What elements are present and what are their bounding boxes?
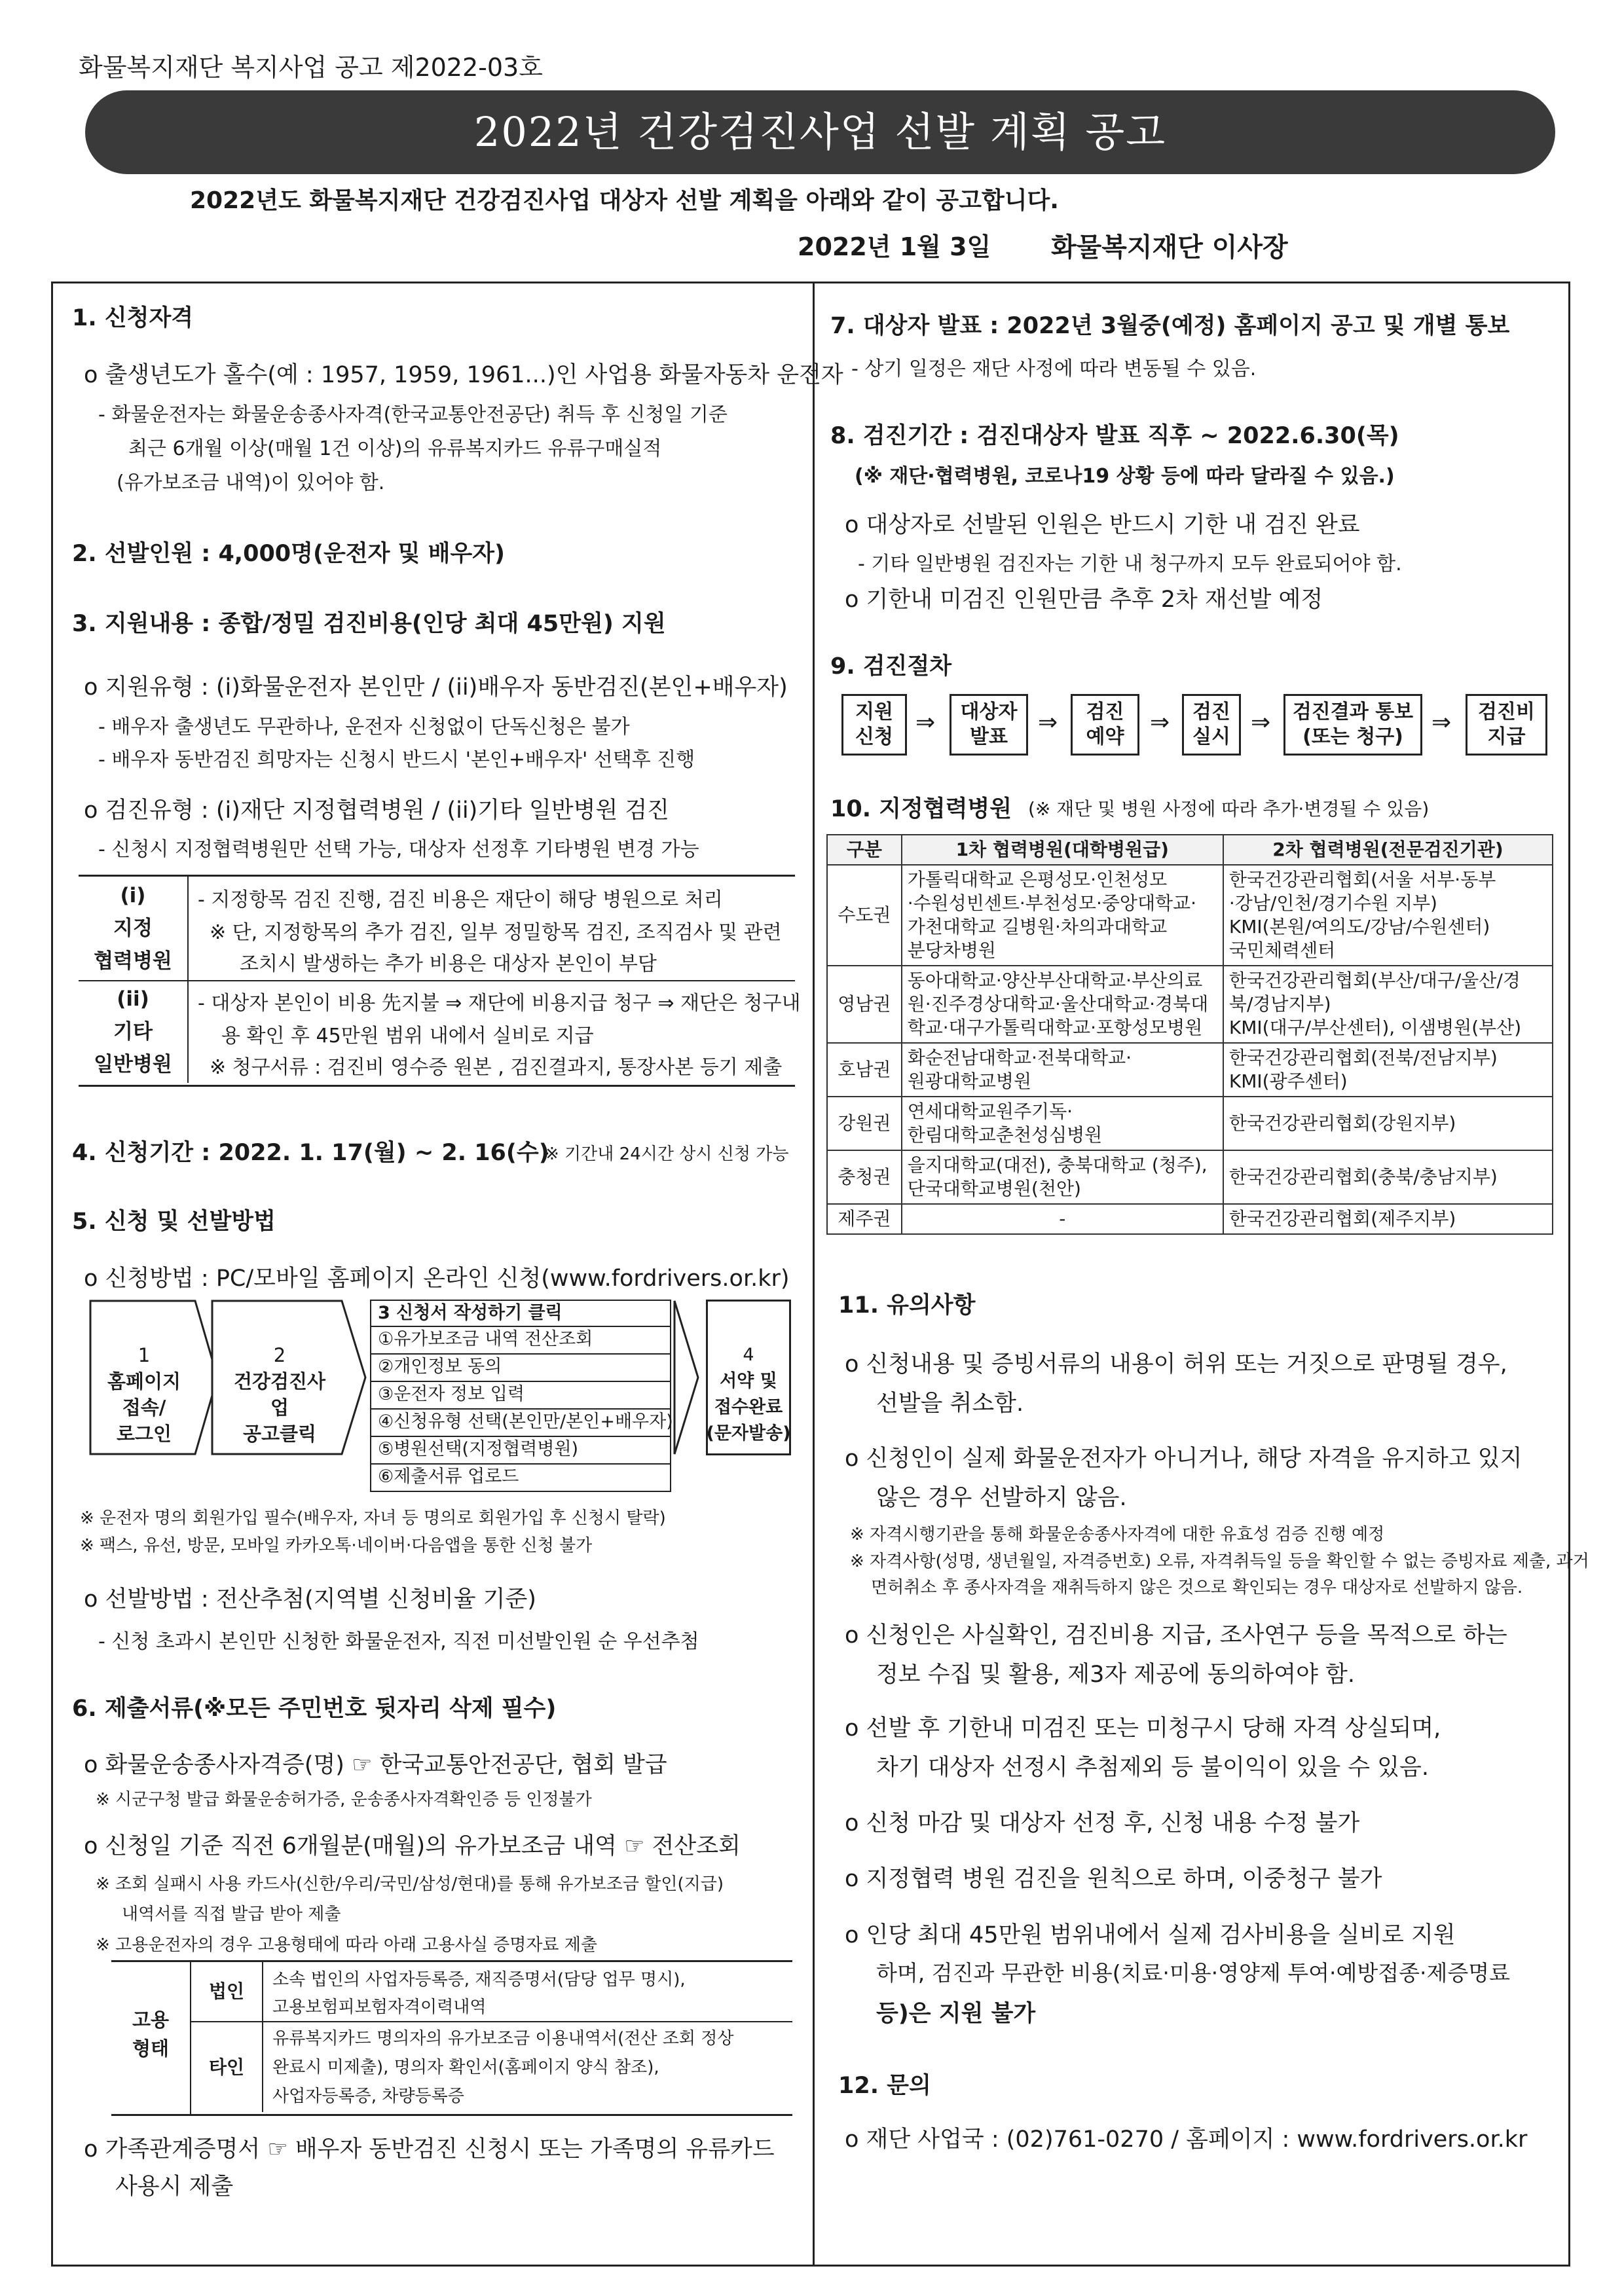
- cell-line: 연세대학교원주기독·: [907, 1101, 1073, 1122]
- cell-line: 동아대학교·양산부산대학교·부산의료: [907, 970, 1203, 991]
- process-arrow: ⇒: [1431, 709, 1452, 736]
- step-label: 검진: [1192, 701, 1230, 723]
- step-label: 공고클릭: [242, 1423, 317, 1445]
- s6-doc: o 신청일 기준 직전 6개월분(매월)의 유가보조금 내역 ☞ 전산조회: [84, 1833, 741, 1859]
- cell-line: 국민체력센터: [1228, 939, 1336, 961]
- table-row: [79, 877, 795, 981]
- s8-note: (※ 재단·협력병원, 코로나19 상황 등에 따라 달라질 수 있음.): [855, 465, 1395, 488]
- step-3-item: ③운전자 정보 입력: [370, 1382, 671, 1410]
- process-step-result: [1283, 694, 1422, 756]
- notice-item: o 지정협력 병원 검진을 원칙으로 하며, 이중청구 불가: [845, 1866, 1382, 1892]
- table-row: [827, 1097, 1553, 1150]
- process-arrow: ⇒: [1251, 709, 1271, 736]
- cell-line: 북/경남지부): [1228, 993, 1331, 1015]
- cell-line: 한국건강관리협회(전북/전남지부): [1228, 1047, 1498, 1068]
- s8-line: - 기타 일반병원 검진자는 기한 내 청구까지 모두 완료되어야 함.: [858, 553, 1402, 575]
- step-3-item: ④신청유형 선택(본인만/본인+배우자): [370, 1410, 671, 1437]
- section-5-heading: 5. 신청 및 선발방법: [72, 1209, 276, 1235]
- intro-text: 2022년도 화물복지재단 건강검진사업 대상자 선발 계획을 아래와 같이 공고합니다.: [190, 187, 1059, 214]
- first-tier-cell: [902, 1097, 1223, 1150]
- s1-line: - 화물운전자는 화물운송종사자격(한국교통안전공단) 취득 후 신청일 기준: [98, 403, 728, 426]
- notice-item: 선발을 취소함.: [876, 1391, 1024, 1417]
- step-label: 접수완료: [714, 1397, 783, 1417]
- step-label: 대상자: [960, 701, 1018, 723]
- s7-note: - 상기 일정은 재단 사정에 따라 변동될 수 있음.: [851, 357, 1257, 380]
- notice-number: 화물복지재단 복지사업 공고 제2022-03호: [79, 53, 543, 82]
- process-arrow: ⇒: [1150, 709, 1170, 736]
- column-header: 2차 협력병원(전문검진기관): [1223, 835, 1553, 865]
- step-3-title: 3 신청서 작성하기 클릭: [370, 1300, 671, 1327]
- column-divider: [813, 282, 815, 2267]
- s1-line: 최근 6개월 이상(매월 1건 이상)의 유류복지카드 유류구매실적: [128, 437, 662, 460]
- section-3-heading: 3. 지원내용 : 종합/정밀 검진비용(인당 최대 45만원) 지원: [72, 611, 666, 637]
- step-label: 검진: [1086, 701, 1124, 723]
- column-header: 1차 협력병원(대학병원급): [902, 835, 1223, 865]
- employment-detail: 고용보험피보험자격이력내역: [272, 1997, 487, 2017]
- process-step-exam: [1182, 694, 1241, 756]
- column-header: 구분: [827, 835, 902, 865]
- region-cell: 영남권: [827, 966, 902, 1043]
- s1-line: (유가보조금 내역)이 있어야 함.: [117, 471, 385, 494]
- step-label: 실시: [1192, 725, 1230, 748]
- page-title: 2022년 건강검진사업 선발 계획 공고: [473, 108, 1167, 156]
- employment-type: 타인: [191, 2022, 263, 2112]
- second-tier-cell: 한국건강관리협회(강원지부): [1223, 1097, 1553, 1150]
- cell-line: KMI(본원/여의도/강남/수원센터): [1228, 916, 1490, 938]
- flow-arrow-3-shape: [673, 1300, 699, 1455]
- s6-doc: 사용시 제출: [115, 2174, 234, 2200]
- notice-note: 면허취소 후 종사자격을 재취득하지 않은 것으로 확인되는 경우 대상자로 선발하지 않음.: [871, 1578, 1523, 1597]
- table-row: [827, 865, 1553, 966]
- step-label: 지급: [1487, 725, 1526, 748]
- notice-item: 않은 경우 선발하지 않음.: [876, 1485, 1127, 1511]
- table-row: [827, 1150, 1553, 1204]
- notice-item: o 신청인이 실제 화물운전자가 아니거나, 해당 자격을 유지하고 있지: [845, 1446, 1522, 1472]
- second-tier-cell: [1223, 1043, 1553, 1097]
- cell-line: 학교·대구가톨릭대학교·포항성모병원: [907, 1017, 1203, 1038]
- s5-note: ※ 팩스, 유선, 방문, 모바일 카카오톡·네이버·다음앱을 통한 신청 불가: [80, 1536, 593, 1556]
- step-label: 건강검진사: [233, 1370, 326, 1393]
- step-label: 신청: [855, 725, 893, 748]
- cell-line: ·강남/인천/경기수원 지부): [1228, 892, 1437, 914]
- table-row: [191, 2022, 792, 2114]
- employment-detail: 소속 법인의 사업자등록증, 재직증명서(담당 업무 명시),: [272, 1970, 686, 1990]
- notice-item: 정보 수집 및 활용, 제3자 제공에 동의하여야 함.: [876, 1662, 1355, 1688]
- cell-line: 원·진주경상대학교·울산대학교·경북대: [907, 993, 1209, 1015]
- announcement-date: 2022년 1월 3일: [798, 232, 991, 261]
- cell-line: KMI(대구/부산센터), 이샘병원(부산): [1228, 1017, 1522, 1038]
- s6-note: ※ 시군구청 발급 화물운송허가증, 운송종사자격확인증 등 인정불가: [96, 1790, 592, 1810]
- employment-detail: 사업자등록증, 차량등록증: [272, 2086, 464, 2106]
- s1-line: o 출생년도가 홀수(예 : 1957, 1959, 1961...)인 사업용 화물자동차 운전자: [84, 362, 843, 388]
- employment-table: [111, 1960, 792, 2116]
- second-tier-cell: [1223, 865, 1553, 966]
- step-number: 2: [273, 1344, 286, 1366]
- cell-line: 원광대학교병원: [907, 1070, 1032, 1092]
- cell-line: 을지대학교(대전), 충북대학교 (청주),: [907, 1154, 1208, 1176]
- employment-type: 법인: [191, 1962, 263, 2022]
- row-text: ※ 단, 지정항목의 추가 검진, 일부 정밀항목 검진, 조직검사 및 관련: [210, 921, 782, 944]
- s3-line: - 배우자 동반검진 희망자는 신청시 반드시 '본인+배우자' 선택후 진행: [98, 748, 695, 771]
- row-text: - 대상자 본인이 비용 先지불 ⇒ 재단에 비용지급 청구 ⇒ 재단은 청구내: [198, 992, 801, 1015]
- s5-method: o 신청방법 : PC/모바일 홈페이지 온라인 신청(www.fordrivers.or.kr): [84, 1266, 790, 1292]
- notice-note: ※ 자격시행기관을 통해 화물운송종사자격에 대한 유효성 검증 진행 예정: [850, 1525, 1385, 1544]
- label-line: 일반병원: [94, 1053, 172, 1076]
- step-label: 지원: [855, 701, 893, 723]
- step-label: 접속/: [122, 1396, 166, 1419]
- process-arrow: ⇒: [1038, 709, 1058, 736]
- employment-detail: 완료시 미제출), 명의자 확인서(홈페이지 양식 참조),: [272, 2058, 659, 2077]
- region-cell: 강원권: [827, 1097, 902, 1150]
- s5-select: o 선발방법 : 전산추첨(지역별 신청비율 기준): [84, 1586, 536, 1613]
- step-3-item: ①유가보조금 내역 전산조회: [370, 1327, 671, 1355]
- region-cell: 호남권: [827, 1043, 902, 1097]
- region-cell: 충청권: [827, 1150, 902, 1204]
- process-step-announce: [950, 694, 1028, 756]
- step-label: (문자발송): [706, 1423, 791, 1444]
- s8-line: o 기한내 미검진 인원만큼 추후 2차 재선발 예정: [845, 587, 1323, 613]
- notice-item: 하며, 검진과 무관한 비용(치료·미용·영양제 투여·예방접종·제증명료: [876, 1960, 1510, 1986]
- cell-line: 가톨릭대학교 은평성모·인천성모: [907, 869, 1168, 890]
- notice-item: o 신청 마감 및 대상자 선정 후, 신청 내용 수정 불가: [845, 1810, 1360, 1836]
- flow-step-4: [706, 1342, 791, 1447]
- cell-line: 화순전남대학교·전북대학교·: [907, 1047, 1132, 1068]
- row-label: [79, 980, 189, 1083]
- s3-line: o 지원유형 : (i)화물운전자 본인만 / (ii)배우자 동반검진(본인+배우자): [84, 674, 788, 701]
- first-tier-cell: [902, 865, 1223, 966]
- step-number: 1: [138, 1344, 151, 1366]
- s5-note: ※ 운전자 명의 회원가입 필수(배우자, 자녀 등 명의로 회원가입 후 신청시 탈락): [80, 1508, 666, 1528]
- cell-line: 한림대학교춘천성심병원: [907, 1124, 1103, 1146]
- label-line: 지정: [113, 917, 153, 940]
- second-tier-cell: [1223, 966, 1553, 1043]
- section-12-heading: 12. 문의: [838, 2073, 931, 2099]
- section-1-heading: 1. 신청자격: [72, 305, 194, 331]
- step-label: (또는 청구): [1302, 725, 1403, 748]
- step-label: 검진비: [1478, 701, 1535, 723]
- employment-label: [111, 1962, 191, 2114]
- s6-note: ※ 고용운전자의 경우 고용형태에 따라 아래 고용사실 증명자료 제출: [96, 1935, 598, 1955]
- row-text: 조치시 발생하는 추가 비용은 대상자 본인이 부담: [240, 953, 657, 975]
- step-label: 서약 및: [720, 1371, 777, 1391]
- table-row: [827, 966, 1553, 1043]
- s8-line: o 대상자로 선발된 인원은 반드시 기한 내 검진 완료: [845, 512, 1360, 538]
- step-3-item: ⑥제출서류 업로드: [370, 1465, 671, 1492]
- label-line: 형태: [132, 2037, 170, 2060]
- step-number: 4: [743, 1345, 754, 1365]
- hospital-type-table: [79, 875, 801, 1087]
- s5-select-detail: - 신청 초과시 본인만 신청한 화물운전자, 직전 미선발인원 순 우선추첨: [98, 1630, 699, 1653]
- label-line: (ii): [117, 987, 149, 1011]
- section-10-heading: 10. 지정협력병원: [830, 796, 1012, 822]
- cell-line: ·수원성빈센트·부천성모·중앙대학교·: [907, 892, 1197, 914]
- table-row: [191, 1962, 792, 2022]
- table-row: [827, 1204, 1553, 1234]
- label-line: 기타: [113, 1020, 153, 1044]
- label-line: 협력병원: [94, 949, 172, 973]
- s6-note: ※ 조회 실패시 사용 카드사(신한/우리/국민/삼성/현대)를 통해 유가보조금 할인(지급): [96, 1874, 724, 1894]
- section-9-heading: 9. 검진절차: [830, 653, 952, 680]
- step-label: 예약: [1086, 725, 1124, 748]
- second-tier-cell: 한국건강관리협회(제주지부): [1223, 1204, 1553, 1234]
- notice-item: o 신청인은 사실확인, 검진비용 지급, 조사연구 등을 목적으로 하는: [845, 1622, 1507, 1649]
- s3-line: o 검진유형 : (i)재단 지정협력병원 / (ii)기타 일반병원 검진: [84, 797, 669, 824]
- flow-step-3: [370, 1300, 707, 1496]
- s4-note: ※ 기간내 24시간 상시 신청 가능: [545, 1144, 789, 1164]
- notice-note: ※ 자격사항(성명, 생년월일, 자격증번호) 오류, 자격취득일 등을 확인할 수 없는 증빙자료 제출, 과거: [850, 1552, 1589, 1571]
- contact-line: o 재단 사업국 : (02)761-0270 / 홈페이지 : www.fordrivers.or.kr: [845, 2126, 1528, 2153]
- cell-line: 분당차병원: [907, 939, 996, 961]
- section-2-heading: 2. 선발인원 : 4,000명(운전자 및 배우자): [72, 541, 505, 567]
- cell-line: 단국대학교병원(천안): [907, 1178, 1081, 1199]
- notice-item: 차기 대상자 선정시 추첨제외 등 불이익이 있을 수 있음.: [876, 1755, 1429, 1781]
- cell-line: 한국건강관리협회(서울 서부·동부: [1228, 869, 1496, 890]
- s10-note: (※ 재단 및 병원 사정에 따라 추가·변경될 수 있음): [1028, 798, 1430, 820]
- process-step-apply: [841, 694, 907, 756]
- employment-detail: 유류복지카드 명의자의 유가보조금 이용내역서(전산 조회 정상: [272, 2029, 734, 2049]
- cell-line: KMI(광주센터): [1228, 1070, 1348, 1092]
- step-3-item: ②개인정보 동의: [370, 1355, 671, 1382]
- s3-line: - 신청시 지정협력병원만 선택 가능, 대상자 선정후 기타병원 변경 가능: [98, 838, 699, 861]
- section-11-heading: 11. 유의사항: [838, 1292, 976, 1319]
- label-line: (i): [120, 884, 146, 907]
- region-cell: 제주권: [827, 1204, 902, 1234]
- step-label: 발표: [970, 725, 1008, 748]
- cell-line: 가천대학교 길병원·차의과대학교: [907, 916, 1168, 938]
- first-tier-cell: [902, 1043, 1223, 1097]
- partner-hospital-table: [826, 834, 1553, 1235]
- section-8-heading: 8. 검진기간 : 검진대상자 발표 직후 ~ 2022.6.30(목): [830, 423, 1399, 449]
- flow-step-1: [89, 1342, 199, 1447]
- second-tier-cell: 한국건강관리협회(충북/충남지부): [1223, 1150, 1553, 1204]
- announcement-org: 화물복지재단 이사장: [1051, 232, 1288, 263]
- notice-item: 등)은 지원 불가: [876, 2001, 1036, 2027]
- s3-line: - 배우자 출생년도 무관하나, 운전자 신청없이 단독신청은 불가: [98, 716, 630, 738]
- first-tier-cell: -: [902, 1204, 1223, 1234]
- process-step-payment: [1466, 694, 1547, 756]
- row-label: [79, 877, 189, 980]
- region-cell: 수도권: [827, 865, 902, 966]
- label-line: 고용: [132, 2009, 170, 2031]
- row-text: - 지정항목 검진 진행, 검진 비용은 재단이 해당 병원으로 처리: [198, 888, 723, 911]
- row-text: ※ 청구서류 : 검진비 영수증 원본 , 검진결과지, 통장사본 등기 제출: [210, 1056, 783, 1079]
- step-label: 업: [270, 1396, 289, 1419]
- s6-doc: o 가족관계증명서 ☞ 배우자 동반검진 신청시 또는 가족명의 유류카드: [84, 2136, 775, 2162]
- process-step-reserve: [1071, 694, 1139, 756]
- table-row: [827, 1043, 1553, 1097]
- s6-note: 내역서를 직접 발급 받아 제출: [122, 1904, 341, 1924]
- flow-step-2: [211, 1342, 348, 1447]
- s6-doc: o 화물운송종사자격증(명) ☞ 한국교통안전공단, 협회 발급: [84, 1752, 667, 1778]
- section-6-heading: 6. 제출서류(※모든 주민번호 뒷자리 삭제 필수): [72, 1696, 557, 1722]
- row-text: 용 확인 후 45만원 범위 내에서 실비로 지급: [221, 1025, 594, 1048]
- first-tier-cell: [902, 966, 1223, 1043]
- step-label: 홈페이지: [107, 1370, 181, 1393]
- process-arrow: ⇒: [915, 709, 936, 736]
- table-header-row: [827, 835, 1553, 865]
- section-7-heading: 7. 대상자 발표 : 2022년 3월중(예정) 홈페이지 공고 및 개별 통보: [830, 313, 1510, 339]
- notice-item: o 인당 최대 45만원 범위내에서 실제 검사비용을 실비로 지원: [845, 1922, 1456, 1948]
- notice-item: o 선발 후 기한내 미검진 또는 미청구시 당해 자격 상실되며,: [845, 1715, 1441, 1741]
- step-3-item: ⑤병원선택(지정협력병원): [370, 1437, 671, 1465]
- notice-item: o 신청내용 및 증빙서류의 내용이 허위 또는 거짓으로 판명될 경우,: [845, 1351, 1507, 1377]
- section-4-heading: 4. 신청기간 : 2022. 1. 17(월) ~ 2. 16(수): [72, 1140, 549, 1166]
- step-label: 검진결과 통보: [1292, 701, 1414, 723]
- step-label: 로그인: [116, 1423, 172, 1445]
- table-row: [79, 980, 801, 1083]
- first-tier-cell: [902, 1150, 1223, 1204]
- cell-line: 한국건강관리협회(부산/대구/울산/경: [1228, 970, 1521, 991]
